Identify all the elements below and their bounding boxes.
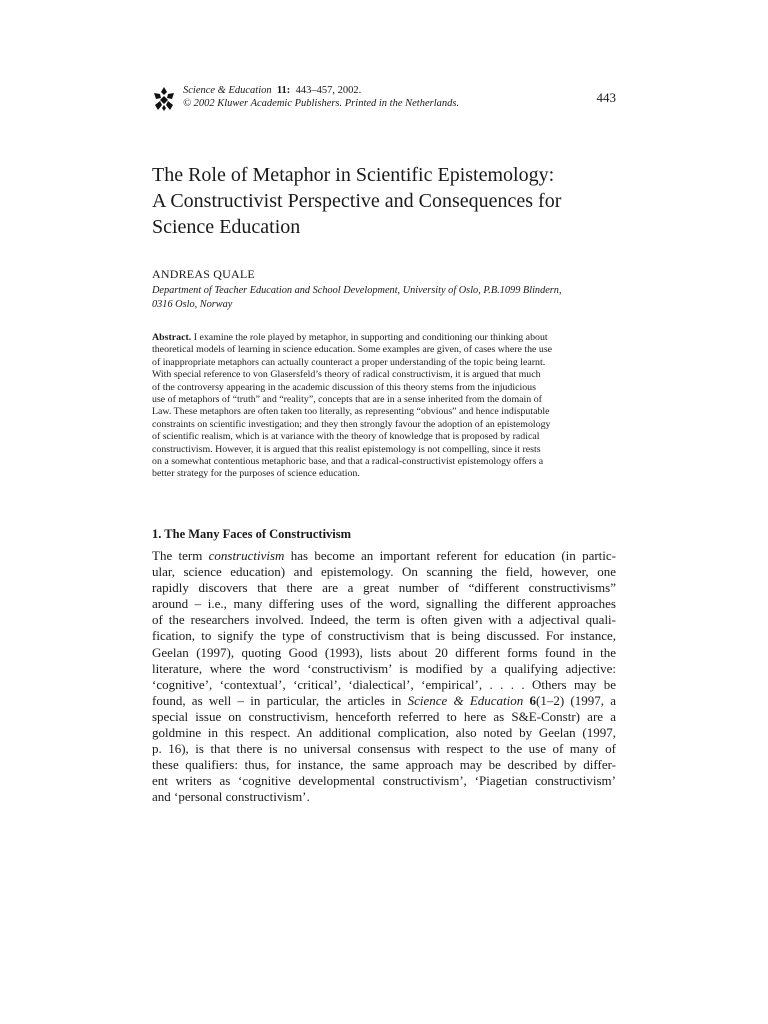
journal-reference: Science & Education bbox=[407, 692, 524, 708]
abstract-line: of the controversy appearing in the academic discussion of this theory stems from the injudicious bbox=[152, 381, 536, 393]
section-heading: 1. The Many Faces of Constructivism bbox=[152, 527, 352, 541]
body-text-fragment: found, as well – in particular, the articles in bbox=[152, 692, 408, 708]
emphasis-term: constructivism bbox=[208, 548, 285, 563]
body-line: fication, to signify the type of constructivism that is being discussed. For instance, bbox=[152, 628, 616, 644]
body-text-fragment: (1–2) (1997, a bbox=[536, 692, 616, 708]
journal-copyright: © 2002 Kluwer Academic Publishers. Printed in the Netherlands. bbox=[183, 98, 460, 109]
abstract-line: With special reference to von Glasersfeld’s theory of radical constructivism, it is argued that much bbox=[152, 369, 541, 381]
body-line bbox=[152, 693, 616, 709]
body-line: and ‘personal constructivism’. bbox=[152, 789, 310, 805]
abstract-line: of inappropriate metaphors can actually counteract a proper understanding of the topic being learnt. bbox=[152, 356, 546, 368]
abstract bbox=[152, 332, 616, 481]
paper-title bbox=[152, 162, 632, 240]
body-line: ent writers as ‘cognitive developmental constructivism’, ‘Piagetian constructivism’ bbox=[152, 773, 616, 789]
body-line: of the researchers involved. Indeed, the term is often given with a adjectival quali- bbox=[152, 612, 616, 628]
abstract-line: of scientific realism, which is at variance with the theory of knowledge that is proposed by radical bbox=[152, 431, 540, 443]
body-line: special issue on constructivism, henceforth referred to here as S&E-Constr) are a bbox=[152, 708, 616, 724]
abstract-line: better strategy for the purposes of science education. bbox=[152, 468, 360, 480]
body-line: literature, where the word ‘constructivism’ is modified by a qualifying adjective: bbox=[152, 660, 616, 676]
abstract-line: constructivism. However, it is argued that this realist epistemology is not compelling, since it rests bbox=[152, 443, 541, 455]
title-line: A Constructivist Perspective and Consequences for bbox=[152, 190, 562, 212]
abstract-line: theoretical models of learning in science education. Some examples are given, of cases where the use bbox=[152, 344, 553, 356]
body-line: around – i.e., many differing uses of the word, signalling the different approaches bbox=[152, 596, 616, 612]
kluwer-logo-icon bbox=[152, 86, 176, 112]
title-line: The Role of Metaphor in Scientific Epistemology: bbox=[152, 164, 555, 186]
journal-citation bbox=[183, 84, 459, 110]
body-line: p. 16), is that there is no universal consensus with respect to the use of many of bbox=[152, 741, 616, 757]
abstract-line: use of metaphors of “truth” and “reality”, concepts that are in a sense inherited from the domain of bbox=[152, 394, 542, 406]
author-name: ANDREAS QUALE bbox=[152, 267, 255, 281]
affiliation-line: Department of Teacher Education and School Development, University of Oslo, P.B.1099 Blindern, bbox=[152, 285, 562, 296]
abstract-line: constraints on scientific investigation; and they then strongly favour the adoption of an epistemology bbox=[152, 418, 551, 430]
body-text-fragment: has become an important referent for education (in partic- bbox=[284, 548, 616, 563]
body-line: ular, science education) and epistemology. On scanning the field, however, one bbox=[152, 564, 616, 580]
body-line bbox=[152, 548, 616, 564]
journal-name: Science & Education bbox=[183, 85, 272, 96]
body-line: goldmine in this respect. An additional complication, also noted by Geelan (1997, bbox=[152, 725, 616, 741]
affiliation-line: 0316 Oslo, Norway bbox=[152, 298, 233, 310]
abstract-line: on a somewhat contentious metaphoric base, and that a radical-constructivist epistemology offers a bbox=[152, 456, 544, 468]
body-text-fragment: The term bbox=[152, 548, 209, 563]
abstract-label: Abstract. bbox=[152, 332, 192, 343]
body-line: Geelan (1997), quoting Good (1993), lists about 20 different forms found in the bbox=[152, 644, 616, 660]
page-number: 443 bbox=[596, 90, 616, 105]
body-paragraph bbox=[152, 548, 616, 806]
body-line: ‘cognitive’, ‘contextual’, ‘critical’, ‘dialectical’, ‘empirical’, . . . . Others may be bbox=[152, 676, 616, 692]
body-line: these qualifiers: thus, for instance, the same approach may be described by differ- bbox=[152, 757, 616, 773]
title-line: Science Education bbox=[152, 216, 301, 238]
journal-citation-line-1 bbox=[183, 84, 459, 97]
journal-pages-year: 443–457, 2002. bbox=[295, 85, 362, 96]
abstract-first-line-text: I examine the role played by metaphor, in supporting and conditioning our thinking about bbox=[191, 332, 548, 343]
body-line: rapidly discovers that there are a great number of “different constructivisms” bbox=[152, 580, 616, 596]
abstract-line bbox=[152, 332, 616, 344]
abstract-line: Law. These metaphors are often taken too literally, as representing “obvious” and hence indisputable bbox=[152, 406, 550, 418]
volume-reference: 6 bbox=[523, 692, 537, 708]
journal-volume: 11: bbox=[276, 85, 291, 96]
author-affiliation bbox=[152, 284, 622, 311]
